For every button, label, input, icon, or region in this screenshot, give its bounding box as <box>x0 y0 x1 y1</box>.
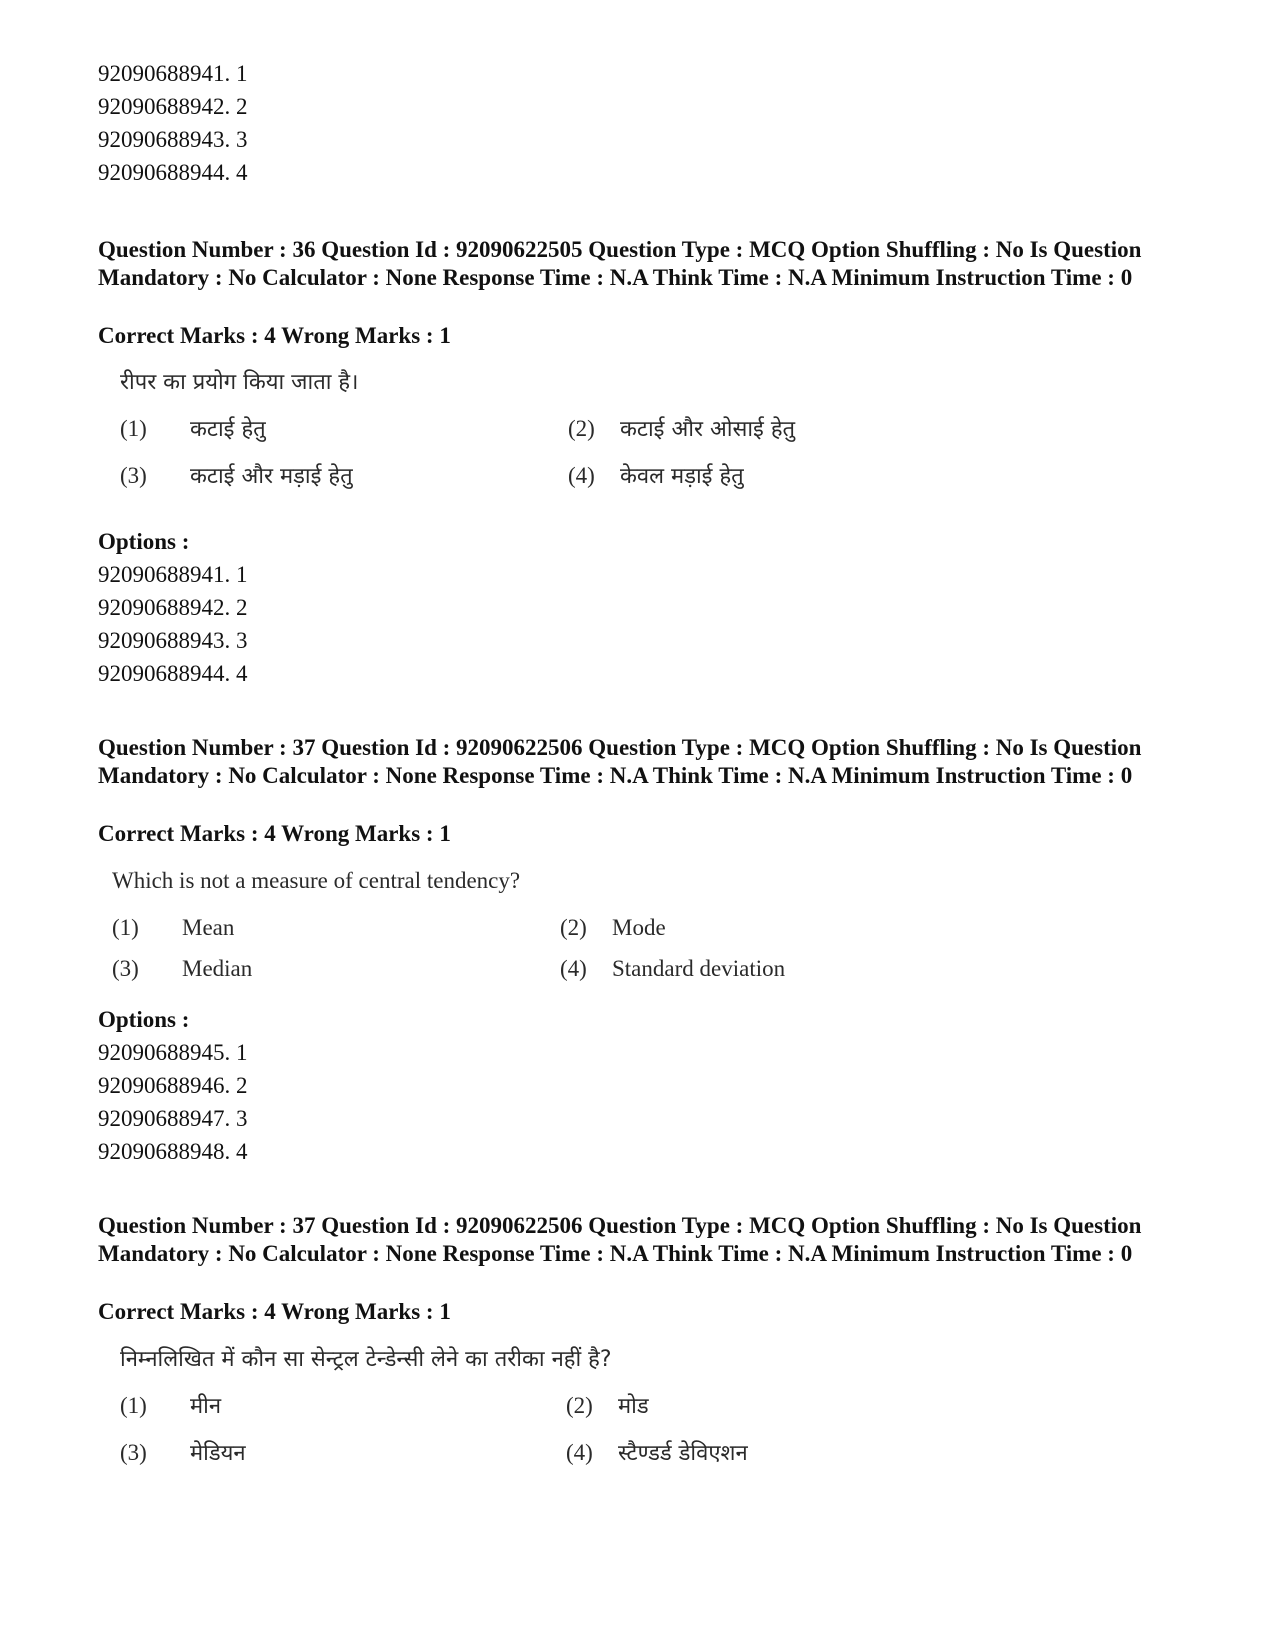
option-line: 92090688944. 4 <box>98 661 248 686</box>
question-header: Question Number : 37 Question Id : 92090622506 Question Type : MCQ Option Shuffling : No Is Question Mandatory : No Calculator : None Response Time : N.A Think Time : N.A Minimum Instruction Time : 0 <box>98 735 1142 788</box>
choice-1 <box>120 414 266 445</box>
choice-2 <box>560 913 666 943</box>
choice-label: Median <box>182 956 253 981</box>
option-line: 92090688943. 3 <box>98 628 248 653</box>
choice-label: केवल मड़ाई हेतु <box>620 464 744 489</box>
choice-label: Mode <box>612 915 666 940</box>
option-line: 92090688946. 2 <box>98 1073 248 1098</box>
choice-label: कटाई हेतु <box>190 417 266 442</box>
choice-4 <box>566 1438 748 1469</box>
marks-line: Correct Marks : 4 Wrong Marks : 1 <box>98 323 451 348</box>
choice-3 <box>112 954 252 984</box>
choice-1 <box>120 1391 221 1422</box>
choice-4 <box>568 461 744 492</box>
choice-label: कटाई और मड़ाई हेतु <box>190 464 353 489</box>
option-line: 92090688942. 2 <box>98 595 248 620</box>
question-text: Which is not a measure of central tendency? <box>112 868 521 893</box>
choice-label: मीन <box>190 1394 222 1419</box>
option-line: 92090688941. 1 <box>98 61 248 86</box>
option-line: 92090688941. 1 <box>98 562 248 587</box>
choice-number: (3) <box>120 463 147 488</box>
choice-number: (1) <box>120 416 147 441</box>
question-header: Question Number : 37 Question Id : 92090622506 Question Type : MCQ Option Shuffling : No Is Question Mandatory : No Calculator : None Response Time : N.A Think Time : N.A Minimum Instruction Time : 0 <box>98 1213 1142 1266</box>
choice-label: कटाई और ओसाई हेतु <box>620 417 796 442</box>
choice-2 <box>566 1391 649 1422</box>
choice-label: Standard deviation <box>612 956 786 981</box>
choice-number: (3) <box>112 956 139 981</box>
choice-number: (4) <box>568 463 595 488</box>
choice-number: (3) <box>120 1440 147 1465</box>
choice-number: (2) <box>560 915 587 940</box>
choice-number: (2) <box>566 1393 593 1418</box>
option-line: 92090688947. 3 <box>98 1106 248 1131</box>
question-header: Question Number : 36 Question Id : 92090622505 Question Type : MCQ Option Shuffling : No Is Question Mandatory : No Calculator : None Response Time : N.A Think Time : N.A Minimum Instruction Time : 0 <box>98 237 1142 290</box>
options-label: Options : <box>98 529 190 554</box>
choice-number: (4) <box>560 956 587 981</box>
option-line: 92090688948. 4 <box>98 1139 248 1164</box>
choice-3 <box>120 461 353 492</box>
marks-line: Correct Marks : 4 Wrong Marks : 1 <box>98 821 451 846</box>
question-text: निम्नलिखित में कौन सा सेन्ट्रल टेन्डेन्सी लेने का तरीका नहीं है? <box>120 1347 612 1372</box>
choice-2 <box>568 414 795 445</box>
choice-label: Mean <box>182 915 235 940</box>
choice-label: मेडियन <box>190 1441 246 1466</box>
choice-label: स्टैण्डर्ड डेविएशन <box>618 1441 748 1466</box>
choice-1 <box>112 913 234 943</box>
choice-4 <box>560 954 785 984</box>
choice-number: (4) <box>566 1440 593 1465</box>
option-line: 92090688945. 1 <box>98 1040 248 1065</box>
choice-number: (1) <box>112 915 139 940</box>
marks-line: Correct Marks : 4 Wrong Marks : 1 <box>98 1299 451 1324</box>
choice-3 <box>120 1438 246 1469</box>
options-label: Options : <box>98 1007 190 1032</box>
option-line: 92090688944. 4 <box>98 160 248 185</box>
choice-number: (2) <box>568 416 595 441</box>
question-text: रीपर का प्रयोग किया जाता है। <box>120 370 359 395</box>
option-line: 92090688942. 2 <box>98 94 248 119</box>
choice-number: (1) <box>120 1393 147 1418</box>
option-line: 92090688943. 3 <box>98 127 248 152</box>
choice-label: मोड <box>618 1394 649 1419</box>
